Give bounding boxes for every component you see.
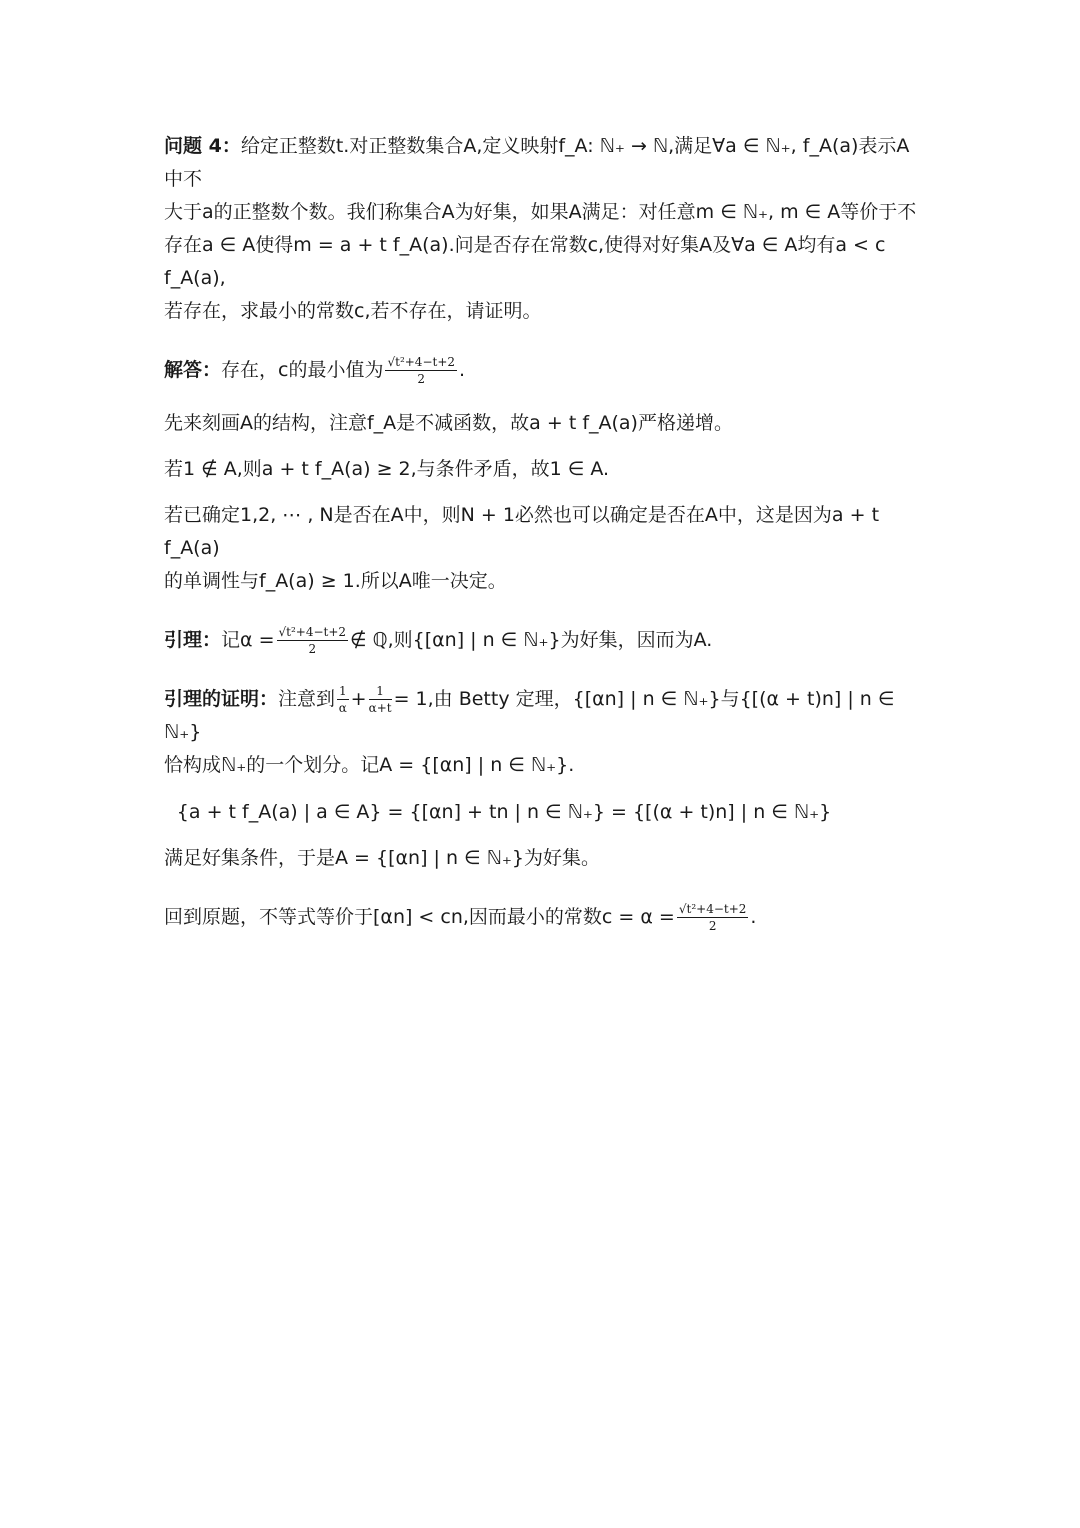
conclusion-paragraph (164, 901, 924, 934)
answer-fraction (385, 356, 457, 385)
step-1-paragraph (164, 407, 924, 440)
problem-label: 问题 4： (164, 135, 241, 157)
step-1-text: 先来刻画A的结构，注意f_A是不减函数，故a + t f_A(a)严格递增。 (164, 412, 733, 434)
lemma-label: 引理： (164, 629, 222, 651)
lemma-paragraph (164, 624, 924, 657)
proof-conclusion-paragraph (164, 842, 924, 875)
answer-period: . (459, 359, 466, 381)
conclusion-period: . (750, 906, 757, 928)
proof-line-2: 恰构成ℕ₊的一个划分。记A = {[αn] | n ∈ ℕ₊}. (164, 754, 575, 776)
proof-fraction-1-denominator: α (338, 701, 347, 715)
answer-fraction-denominator: 2 (417, 372, 426, 386)
answer-fraction-numerator: √t²+4−t+2 (387, 355, 456, 369)
lemma-fraction-numerator: √t²+4−t+2 (278, 625, 347, 639)
proof-fraction-2 (369, 685, 392, 714)
proof-fraction-2-denominator: α+t (368, 701, 392, 715)
lemma-text-after: ∉ ℚ,则{[αn] | n ∈ ℕ₊}为好集，因而为A. (350, 629, 713, 651)
proof-fraction-2-numerator: 1 (369, 685, 392, 700)
conclusion-fraction-denominator: 2 (708, 919, 717, 933)
document-body (164, 130, 924, 934)
proof-plus: + (350, 688, 367, 710)
conclusion-fraction (677, 903, 749, 932)
step-3-paragraph (164, 499, 924, 598)
step-3-line-1: 若已确定1,2, ⋯ , N是否在A中，则N + 1必然也可以确定是否在A中，这是因为a + t f_A(a) (164, 504, 880, 559)
lemma-fraction (277, 626, 349, 655)
step-2-paragraph (164, 453, 924, 486)
step-3-line-2: 的单调性与f_A(a) ≥ 1.所以A唯一决定。 (164, 570, 507, 592)
problem-line-4: 若存在，求最小的常数c,若不存在，请证明。 (164, 300, 542, 322)
proof-line-3: 满足好集条件，于是A = {[αn] | n ∈ ℕ₊}为好集。 (164, 847, 600, 869)
problem-line-3: 存在a ∈ A使得m = a + t f_A(a).问是否存在常数c,使得对好集A及∀a ∈ A均有a < c f_A(a), (164, 234, 886, 289)
proof-equation-text: {a + t f_A(a) | a ∈ A} = {[αn] + tn | n ∈ ℕ₊} = {[(α + t)n] | n ∈ ℕ₊} (176, 801, 832, 823)
lemma-fraction-denominator: 2 (308, 642, 317, 656)
proof-line-1-rest: = 1,由 Betty 定理，{[αn] | n ∈ ℕ₊}与{[(α + t)n] | n ∈ ℕ₊} (164, 688, 895, 743)
problem-line-1: 给定正整数t.对正整数集合A,定义映射f_A: ℕ₊ → ℕ,满足∀a ∈ ℕ₊, f_A(a)表示A中不 (164, 135, 910, 190)
step-2-text: 若1 ∉ A,则a + t f_A(a) ≥ 2,与条件矛盾，故1 ∈ A. (164, 458, 610, 480)
conclusion-fraction-numerator: √t²+4−t+2 (678, 902, 747, 916)
conclusion-text-before: 回到原题，不等式等价于[αn] < cn,因而最小的常数c = α = (164, 906, 675, 928)
proof-text-before: 注意到 (278, 688, 336, 710)
proof-equation (84, 796, 924, 829)
proof-label: 引理的证明： (164, 688, 279, 710)
proof-fraction-1 (337, 685, 349, 714)
problem-paragraph (164, 130, 924, 328)
answer-text: 存在，c的最小值为 (221, 359, 384, 381)
answer-paragraph (164, 354, 924, 387)
answer-label: 解答： (164, 359, 222, 381)
problem-line-2: 大于a的正整数个数。我们称集合A为好集，如果A满足：对任意m ∈ ℕ₊, m ∈ A等价于不 (164, 201, 917, 223)
lemma-text-before: 记α = (221, 629, 275, 651)
proof-fraction-1-numerator: 1 (339, 684, 347, 698)
proof-paragraph (164, 683, 924, 782)
